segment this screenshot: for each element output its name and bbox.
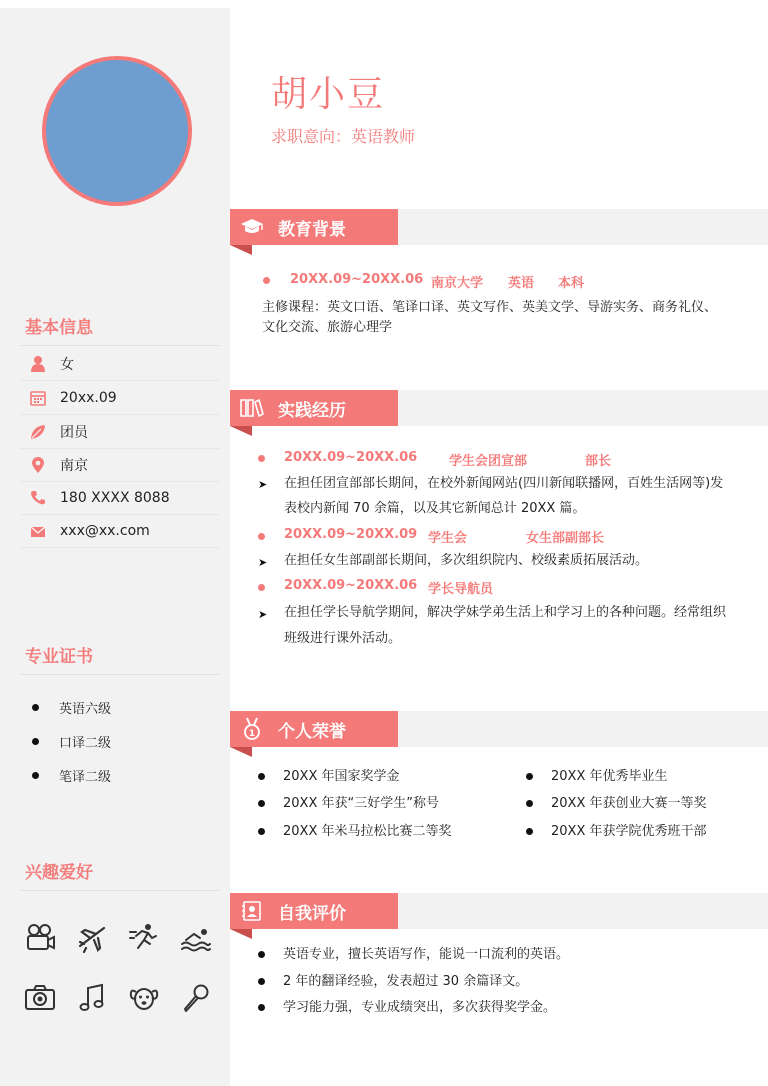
running-icon	[128, 922, 160, 954]
edu-period: 20XX.09~20XX.06	[290, 272, 424, 287]
phone-icon	[26, 489, 50, 507]
film-camera-icon	[24, 922, 56, 954]
practice-desc-line2: 表校内新闻 70 余篇，以及其它新闻总计 20XX 篇。	[284, 501, 586, 516]
candidate-name: 胡小豆	[271, 74, 386, 115]
education-title: 教育背景	[278, 219, 346, 240]
gender-text: 女	[60, 356, 74, 373]
info-gender	[20, 347, 220, 381]
dog-icon	[128, 982, 160, 1014]
person-icon	[26, 355, 50, 373]
info-phone	[20, 481, 220, 515]
cert-item: 口译二级	[32, 732, 111, 751]
honor-item: 20XX 年获学院优秀班干部	[551, 824, 707, 839]
bullet	[258, 978, 265, 985]
self-eval-title: 自我评价	[278, 903, 346, 924]
cert-item: 笔译二级	[32, 766, 111, 785]
honors-header	[230, 711, 398, 747]
profile-card-icon	[238, 900, 266, 922]
hobby-title: 兴趣爱好	[25, 863, 93, 883]
divider	[20, 674, 220, 675]
info-birth	[20, 381, 220, 415]
edu-major: 英语	[508, 276, 535, 291]
bullet	[258, 533, 265, 540]
books-icon	[238, 398, 266, 418]
medal-icon	[238, 717, 266, 741]
phone-text: 180 XXXX 8088	[60, 489, 170, 506]
info-political	[20, 415, 220, 449]
divider	[20, 890, 220, 891]
practice-desc-line2: 班级进行课外活动。	[284, 631, 402, 646]
bullet	[258, 828, 265, 835]
info-location	[20, 448, 220, 482]
bullet	[526, 828, 533, 835]
edu-degree: 本科	[558, 276, 585, 291]
practice-desc-line1: 在担任团宣部部长期间，在校外新闻网站(四川新闻联播网，百姓生活网等)发	[284, 476, 724, 491]
avatar	[42, 56, 192, 206]
practice-role: 部长	[585, 454, 612, 469]
arrow-bullet: ➤	[258, 608, 268, 621]
mail-icon	[26, 522, 50, 540]
swimming-icon	[180, 922, 212, 954]
birth-text: 20xx.09	[60, 389, 117, 406]
practice-desc-line1: 在担任女生部副部长期间，多次组织院内、校级素质拓展活动。	[284, 553, 649, 568]
practice-role: 女生部副部长	[526, 531, 605, 546]
graduation-cap-icon	[238, 217, 266, 237]
bullet	[263, 277, 270, 284]
edu-courses-line2: 文化交流、旅游心理学	[262, 320, 393, 335]
location-text: 南京	[60, 457, 88, 474]
bullet	[526, 773, 533, 780]
practice-period: 20XX.09~20XX.06	[284, 450, 418, 465]
info-email	[20, 514, 220, 548]
bullet	[258, 584, 265, 591]
bullet	[258, 951, 265, 958]
self-eval-item: 2 年的翻译经验，发表超过 30 余篇译文。	[283, 974, 529, 989]
honor-item: 20XX 年优秀毕业生	[551, 769, 668, 784]
honors-title: 个人荣誉	[278, 721, 346, 742]
practice-title: 实践经历	[278, 400, 346, 421]
practice-header	[230, 390, 398, 426]
ribbon-fold	[230, 426, 252, 436]
microphone-icon	[180, 982, 212, 1014]
honor-item: 20XX 年国家奖学金	[283, 769, 400, 784]
self-eval-item: 英语专业，擅长英语写作，能说一口流利的英语。	[283, 947, 570, 962]
practice-desc-line1: 在担任学长导航学期间，解决学妹学弟生活上和学习上的各种问题。经常组织	[284, 605, 727, 620]
bullet	[258, 800, 265, 807]
bullet	[526, 800, 533, 807]
bullet	[258, 773, 265, 780]
leaf-icon	[26, 423, 50, 441]
bullet	[258, 1004, 265, 1011]
education-header	[230, 209, 398, 245]
self-eval-header	[230, 893, 398, 929]
self-eval-item: 学习能力强，专业成绩突出，多次获得奖学金。	[283, 1000, 557, 1015]
music-note-icon	[76, 982, 108, 1014]
honor-item: 20XX 年获创业大赛一等奖	[551, 796, 707, 811]
practice-period: 20XX.09~20XX.06	[284, 578, 418, 593]
divider	[20, 345, 220, 346]
edu-courses-line1: 主修课程：英文口语、笔译口译、英文写作、英美文学、导游实务、商务礼仪、	[262, 300, 718, 315]
airplane-icon	[76, 922, 108, 954]
edu-school: 南京大学	[431, 276, 484, 291]
cert-item: 英语六级	[32, 698, 111, 717]
svg-text:1: 1	[248, 729, 256, 739]
cert-title: 专业证书	[25, 647, 93, 667]
ribbon-fold	[230, 747, 252, 757]
honor-item: 20XX 年获“三好学生”称号	[283, 796, 439, 811]
ribbon-fold	[230, 245, 252, 255]
practice-org: 学生会	[428, 531, 468, 546]
calendar-icon	[26, 389, 50, 407]
practice-org: 学长导航员	[428, 582, 494, 597]
honor-item: 20XX 年米马拉松比赛二等奖	[283, 824, 452, 839]
basic-info-title: 基本信息	[25, 318, 93, 338]
political-text: 团员	[60, 424, 88, 441]
job-intent: 求职意向：英语教师	[271, 127, 416, 146]
email-text: xxx@xx.com	[60, 522, 150, 539]
camera-icon	[24, 982, 56, 1014]
practice-period: 20XX.09~20XX.09	[284, 527, 418, 542]
ribbon-fold	[230, 929, 252, 939]
arrow-bullet: ➤	[258, 556, 268, 569]
location-pin-icon	[26, 456, 50, 474]
arrow-bullet: ➤	[258, 478, 268, 491]
practice-org: 学生会团宣部	[449, 454, 528, 469]
bullet	[258, 455, 265, 462]
